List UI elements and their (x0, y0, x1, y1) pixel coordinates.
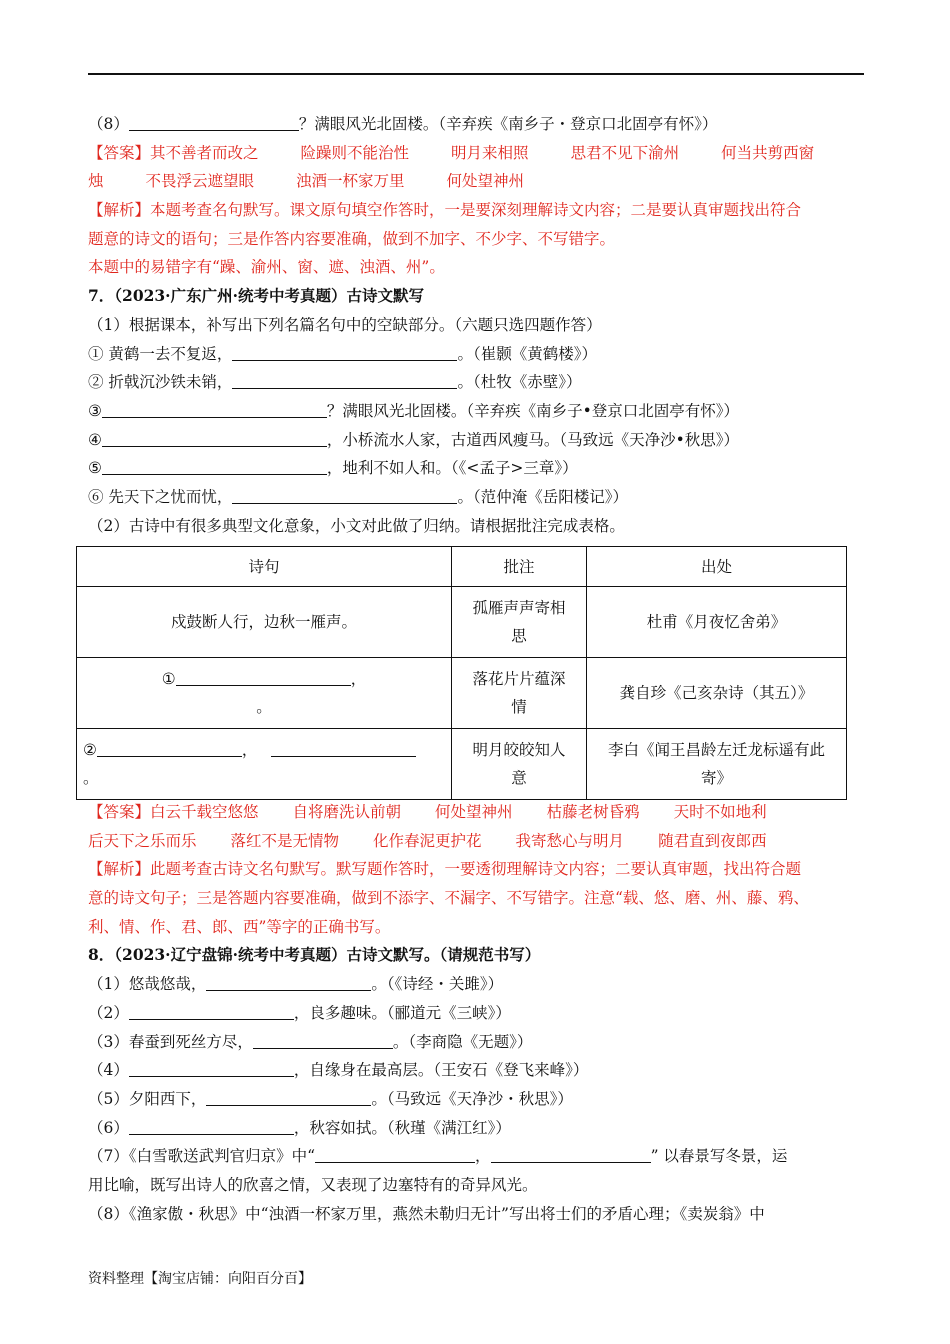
item-text: （5）夕阳西下， (88, 1089, 207, 1108)
item-text: （3）春蚕到死丝方尽， (88, 1032, 253, 1051)
item-text: ① 黄鹤一去不复返， (88, 344, 233, 363)
item-text: ？满眼风光北固楼。（辛弃疾《南乡子・登京口北固亭有怀》） (298, 115, 718, 133)
table-cell-note (452, 729, 587, 800)
table-cell-source (587, 729, 847, 800)
answer-blank[interactable] (315, 1146, 475, 1163)
footer-source: 资料整理【淘宝店铺：向阳百分百】 (88, 1271, 312, 1287)
answer-blank[interactable] (491, 1146, 651, 1163)
analysis-line-3: 本题中的易错字有“躁、渝州、窗、遮、浊酒、州”。 (88, 258, 445, 277)
item-text: ，地利不如人和。（《<孟子>三章》） (326, 459, 578, 478)
table-header: 诗句 (77, 547, 452, 587)
answer-item: 明月来相照 (451, 143, 529, 162)
analysis-text: 此题考查古诗文名句默写。默写题作答时，一要透彻理解诗文内容；二要认真审题，找出符合题 (150, 860, 802, 879)
table-row (77, 587, 847, 658)
answer2-line-1 (88, 798, 864, 827)
answer-blank[interactable] (102, 430, 327, 447)
answer-item: 我寄愁心与明月 (515, 831, 625, 850)
note-text: 思 (511, 627, 527, 645)
answer-blank[interactable] (102, 458, 327, 475)
answer-blank[interactable] (129, 1060, 294, 1077)
q8-line (88, 110, 864, 139)
answer-blank[interactable] (129, 114, 299, 131)
answer-line-1 (88, 139, 864, 168)
item-text: ③ (88, 401, 102, 420)
answer-blank[interactable] (129, 1118, 294, 1135)
q7-item-3 (88, 397, 864, 426)
answer-line-2 (88, 167, 864, 196)
item-text: ⑥ 先天下之忧而忧， (88, 487, 233, 506)
answer-item: 险躁则不能治性 (300, 143, 410, 162)
document-body-bottom (88, 798, 864, 1228)
answer-blank[interactable] (232, 487, 457, 504)
note-text: 意 (511, 769, 527, 787)
source-text: 李白《闻王昌龄左迁龙标遥有此 (607, 741, 825, 759)
table-cell-note (452, 658, 587, 729)
header-rule (88, 73, 864, 75)
answer-blank[interactable] (206, 1089, 371, 1106)
question-8-title: 8．（2023·辽宁盘锦·统考中考真题）古诗文默写。（请规范书写） (88, 945, 541, 965)
q8-item-2 (88, 999, 864, 1028)
analysis-label: 【解析】 (88, 860, 151, 879)
punct: 。 (256, 698, 272, 716)
item-text: （4） (88, 1061, 129, 1080)
q7-item-1 (88, 340, 864, 369)
q7-item-2 (88, 368, 864, 397)
answer-item: 浊酒一杯家万里 (296, 172, 405, 191)
answer-blank[interactable] (253, 1032, 393, 1049)
answer-blank[interactable] (97, 740, 242, 757)
q8-item-8: （8）《渔家傲・秋思》中“浊酒一杯家万里，燕然未勒归无计”写出将士们的矛盾心理；《卖炭翁》中 (88, 1204, 765, 1223)
punct: 。 (83, 769, 99, 787)
item-text: 。（崔颢《黄鹤楼》） (457, 344, 597, 363)
item-text: ，秋容如拭。（秋瑾《满江红》） (293, 1118, 511, 1137)
answer-blank[interactable] (102, 401, 327, 418)
table-cell-poem (77, 729, 452, 800)
punct: ， (350, 670, 367, 688)
item-text: ④ (88, 430, 102, 449)
answer-item: 不畏浮云遮望眼 (145, 172, 255, 191)
answer-blank[interactable] (206, 974, 371, 991)
q8-item-4 (88, 1056, 864, 1085)
q7-sub1: （1）根据课本，补写出下列名篇名句中的空缺部分。（六题只选四题作答） (88, 315, 602, 334)
item-text: ，小桥流水人家，古道西风瘦马。（马致远《天净沙•秋思》） (326, 430, 740, 449)
analysis-line-1 (88, 196, 864, 225)
q7-item-6 (88, 483, 864, 512)
q8-item-5 (88, 1085, 864, 1114)
answer-item: 何处望神州 (435, 803, 513, 821)
item-number: ② (83, 741, 97, 759)
answer-item: 烛 (88, 172, 104, 191)
answer-label: 【答案】 (88, 803, 151, 821)
answer-label: 【答案】 (88, 143, 151, 162)
item-text: ？满眼风光北固楼。（辛弃疾《南乡子•登京口北固亭有怀》） (326, 401, 740, 420)
note-text: 明月皎皎知人 (472, 741, 566, 759)
item-number: ① (161, 670, 176, 688)
analysis-line-2: 题意的诗文的语句；三是作答内容要准确，做到不加字、不少字、不写错字。 (88, 229, 616, 248)
analysis2-line-1 (88, 855, 864, 884)
q7-item-5 (88, 454, 864, 483)
q8-item-6 (88, 1114, 864, 1143)
answer2-line-2 (88, 827, 864, 856)
imagery-table (76, 546, 847, 800)
item-text: 。（马致远《天净沙・秋思》） (371, 1089, 573, 1108)
q8-item-1 (88, 970, 864, 999)
answer-item: 何当共剪西窗 (721, 143, 815, 162)
item-text: 。（杜牧《赤壁》） (457, 373, 582, 392)
answer-item: 其不善者而改之 (150, 143, 259, 162)
analysis-text: 本题考查名句默写。课文原句填空作答时，一是要深刻理解诗文内容；二是要认真审题找出符合 (150, 201, 802, 220)
answer-item: 化作春泥更护花 (373, 831, 482, 850)
answer-item: 后天下之乐而乐 (88, 831, 197, 850)
table-row (77, 658, 847, 729)
item-text: ② 折戟沉沙铁未销， (88, 373, 233, 392)
answer-item: 天时不如地利 (673, 803, 767, 821)
q7-item-4 (88, 426, 864, 455)
item-text: ” 以春景写冬景，运 (650, 1147, 788, 1166)
note-text: 落花片片蕴深 (472, 670, 566, 688)
q8-item-7 (88, 1142, 864, 1171)
note-text: 情 (511, 698, 527, 716)
item-text: ，良多趣味。（郦道元《三峡》） (293, 1003, 511, 1022)
table-header: 出处 (587, 547, 847, 587)
table-cell-poem (77, 658, 452, 729)
answer-item: 随君直到夜郎西 (658, 831, 767, 850)
table-header: 批注 (452, 547, 587, 587)
answer-item: 枯藤老树昏鸦 (546, 803, 640, 821)
table-header-row (77, 547, 847, 587)
item-text: ⑤ (88, 459, 102, 478)
q8-item-7-cont: 用比喻，既写出诗人的欣喜之情，又表现了边塞特有的奇异风光。 (88, 1175, 538, 1194)
document-body-top (88, 110, 864, 540)
item-number: （8） (88, 115, 129, 133)
punct: ， (241, 741, 258, 759)
answer-item: 何处望神州 (446, 172, 525, 191)
item-text: ，自缘身在最高层。（王安石《登飞来峰》） (293, 1061, 589, 1080)
answer-blank[interactable] (129, 1003, 294, 1020)
item-text: （1）悠哉悠哉， (88, 975, 207, 994)
answer-blank[interactable] (232, 344, 457, 361)
answer-item: 自将磨洗认前朝 (292, 803, 402, 821)
table-row (77, 729, 847, 800)
answer-item: 白云千载空悠悠 (150, 803, 259, 821)
answer-blank[interactable] (271, 740, 416, 757)
table-cell-source: 杜甫《月夜忆舍弟》 (587, 587, 847, 658)
answer-blank[interactable] (232, 372, 457, 389)
q7-sub2: （2）古诗中有很多典型文化意象，小文对此做了归纳。请根据批注完成表格。 (88, 516, 625, 535)
item-text: （2） (88, 1003, 129, 1022)
answer-item: 思君不见下渝州 (570, 143, 680, 162)
item-text: （7）《白雪歌送武判官归京》中“ (88, 1147, 316, 1166)
question-7-title: 7．（2023·广东广州·统考中考真题）古诗文默写 (88, 286, 424, 306)
source-text: 寄》 (700, 769, 732, 787)
analysis2-line-2: 意的诗文句子；三是答题内容要准确，做到不添字、不漏字、不写错字。注意“载、悠、磨、州、藤、鸦、 (88, 889, 809, 908)
punct: ， (475, 1147, 491, 1166)
table-cell-note (452, 587, 587, 658)
answer-item: 落红不是无情物 (230, 831, 340, 850)
q8-item-3 (88, 1028, 864, 1057)
item-text: 。（《诗经・关雎》） (371, 975, 504, 994)
item-text: 。（李商隐《无题》） (392, 1032, 533, 1051)
analysis-label: 【解析】 (88, 201, 151, 220)
analysis2-line-3: 利、情、作、君、郎、西”等字的正确书写。 (88, 917, 391, 936)
note-text: 孤雁声声寄相 (472, 599, 566, 617)
table-cell-poem: 戍鼓断人行，边秋一雁声。 (77, 587, 452, 658)
item-text: （6） (88, 1118, 129, 1137)
table-cell-source: 龚自珍《己亥杂诗（其五）》 (587, 658, 847, 729)
answer-blank[interactable] (176, 669, 351, 686)
item-text: 。（范仲淹《岳阳楼记》） (457, 487, 628, 506)
